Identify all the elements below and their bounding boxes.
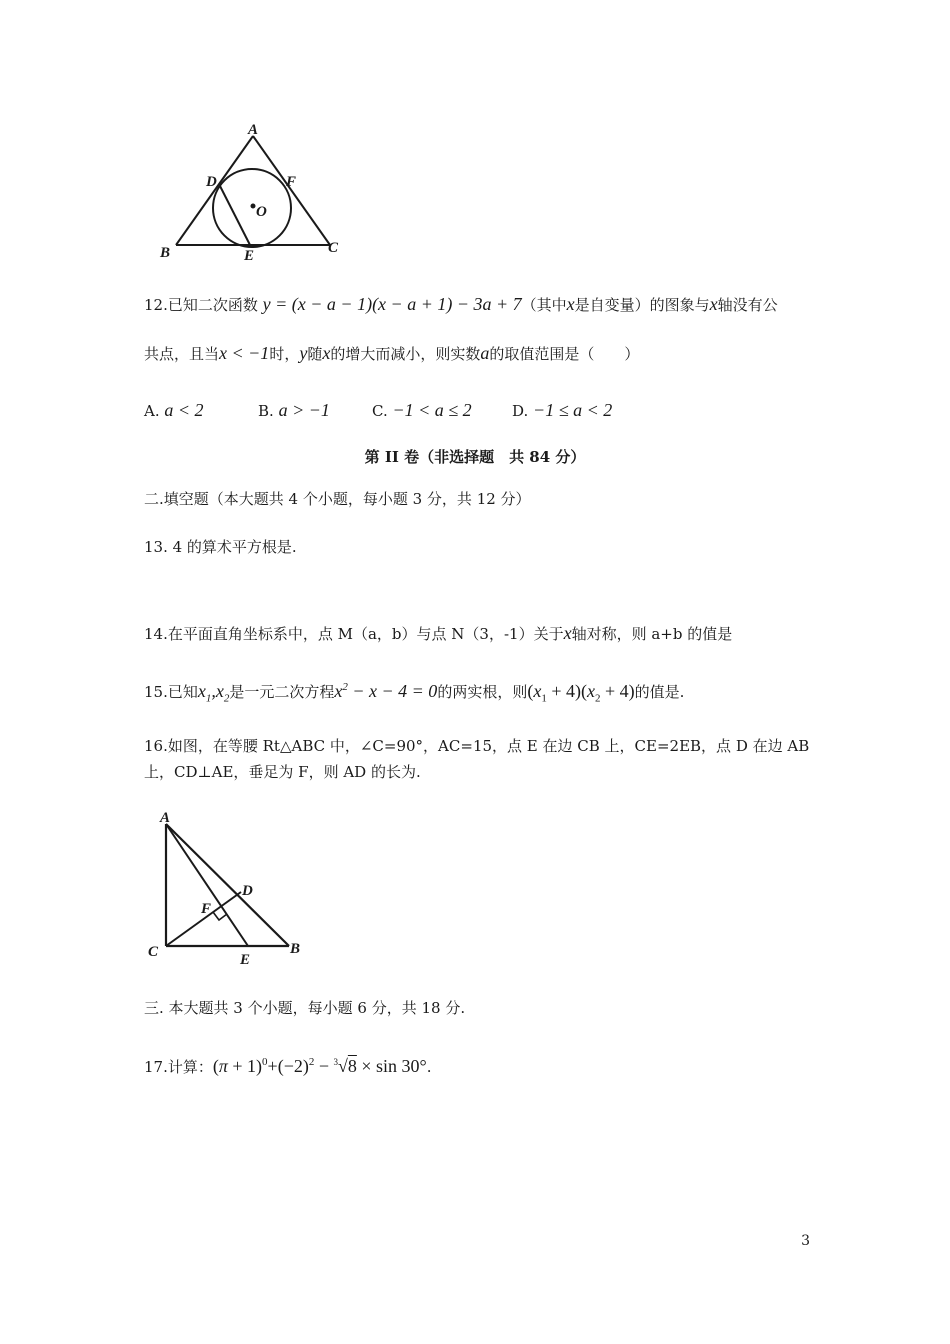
option-a [144, 400, 258, 421]
condition: x < −1 [219, 343, 270, 363]
part-2-heading: 二.填空题（本大题共 4 个小题，每小题 3 分，共 12 分） [144, 490, 531, 508]
q12-text: 已知二次函数 [167, 296, 258, 314]
label-A: A [160, 810, 171, 826]
var-y: y [299, 343, 308, 363]
label-F: F [201, 901, 212, 917]
q15-text: 是一元二次方程 [229, 683, 335, 701]
q12-text: 随 [307, 345, 323, 363]
q12-text: （其中 [521, 296, 567, 314]
var-x: x [197, 681, 206, 701]
option-label: C. [372, 402, 388, 420]
q15-text: 的值是. [634, 683, 685, 701]
q15-text: 的两实根，则 [437, 683, 528, 701]
option-label: D. [512, 402, 529, 420]
option-expr: −1 ≤ a < 2 [533, 400, 613, 420]
q17-text: 17.计算： [144, 1058, 213, 1076]
quadratic-function: y = (x − a − 1)(x − a + 1) − 3a + 7 [262, 294, 522, 314]
q12-text: 轴没有公 [717, 296, 778, 314]
calculation-expression: $(\pi + 1)^0+(-2)^2 - ^3√8 \times \sin 30^\circ$ [212, 1056, 427, 1076]
q15-text: 15.已知 [144, 683, 198, 701]
q12-text: 共点，且当 [144, 345, 220, 363]
question-16-line2: 上，CD⊥AE，垂足为 F，则 AD 的长为. [144, 763, 421, 781]
option-expr: a > −1 [278, 400, 330, 420]
label-C: C [328, 240, 339, 256]
q12-options [144, 400, 626, 421]
question-16-line1: 16.如图，在等腰 Rt△ABC 中，∠C=90°，AC=15，点 E 在边 CB 上，CE=2EB，点 D 在边 AB [144, 737, 810, 755]
section-2-title: 第 II 卷（非选择题 共 84 分） [364, 448, 586, 466]
part-3-heading: 三. 本大题共 3 个小题，每小题 6 分，共 18 分. [144, 999, 466, 1017]
label-E: E [240, 952, 251, 968]
label-D: D [206, 174, 217, 190]
label-F: F [286, 174, 297, 190]
q12-line2 [144, 343, 639, 364]
equation-rest: − x − 4 = 0 [347, 681, 438, 701]
var-a: a [480, 343, 490, 363]
label-D: D [242, 883, 253, 899]
var-x: x [215, 681, 224, 701]
var-x: x [566, 294, 575, 314]
q12-text: 的增大而减小，则实数 [330, 345, 481, 363]
option-d [512, 400, 626, 421]
question-17 [144, 1052, 432, 1077]
question-14 [144, 623, 732, 644]
label-E: E [244, 248, 255, 264]
q12-text: 是自变量）的图象与 [574, 296, 710, 314]
q12-line1 [144, 294, 778, 315]
figure-right-triangle [144, 806, 314, 971]
option-label: B. [258, 402, 274, 420]
label-A: A [248, 122, 259, 138]
label-O: O [256, 204, 267, 220]
question-15 [144, 677, 684, 709]
roots-x1-x2: $x_1,x_2$ [197, 681, 230, 705]
var-x: x [563, 623, 572, 643]
question-number: 12. [144, 296, 168, 314]
quadratic-equation: $x^2 - x - 4 = 0$ [334, 681, 438, 701]
question-13: 13. 4 的算术平方根是. [144, 538, 297, 556]
option-c [372, 400, 512, 421]
option-b [258, 400, 372, 421]
page-number: 3 [801, 1233, 810, 1249]
label-B: B [290, 941, 301, 957]
figure-triangle-incircle [150, 118, 350, 268]
option-expr: a < 2 [164, 400, 204, 420]
var-x: x [709, 294, 718, 314]
q17-text: . [426, 1058, 432, 1076]
label-B: B [160, 245, 171, 261]
option-expr: −1 < a ≤ 2 [392, 400, 472, 420]
option-label: A. [144, 402, 160, 420]
q12-text: 的取值范围是（ ） [489, 345, 640, 363]
label-C: C [148, 944, 159, 960]
q14-text: 轴对称，则 a+b 的值是 [571, 625, 733, 643]
var-x: x [322, 343, 331, 363]
var-x: x [334, 681, 343, 701]
q12-text: 时， [269, 345, 300, 363]
q14-text: 14.在平面直角坐标系中，点 M（a，b）与点 N（3，-1）关于 [144, 625, 564, 643]
expression-product: $(x_1 + 4)(x_2 + 4)$ [527, 681, 635, 705]
